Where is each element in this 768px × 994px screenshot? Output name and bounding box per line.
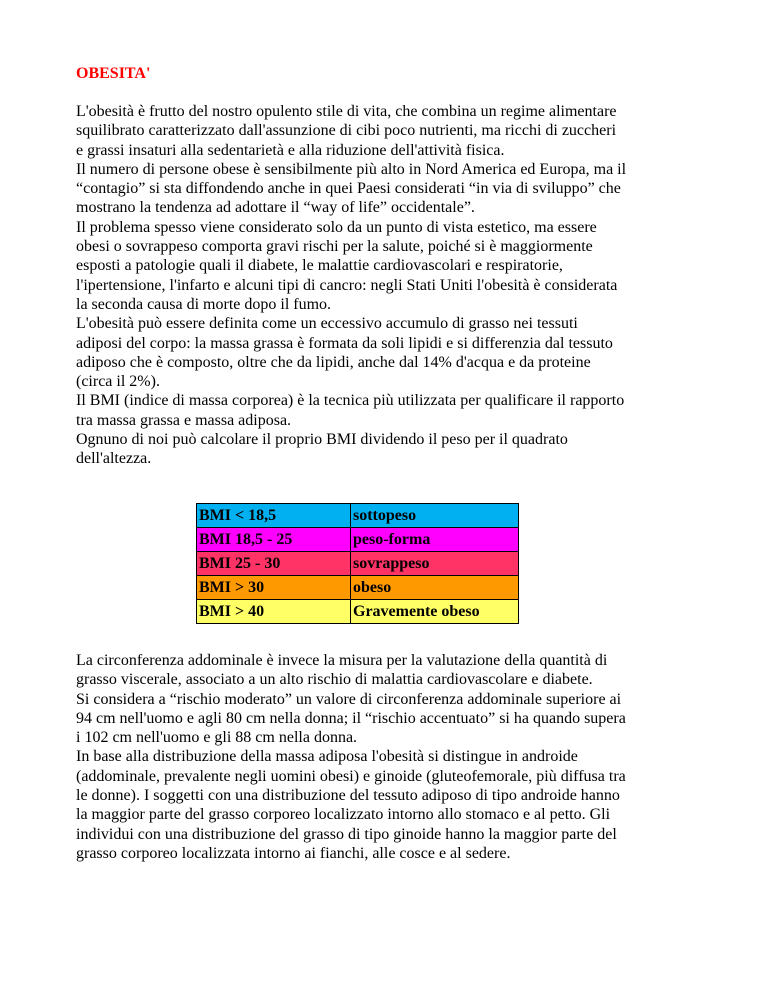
text-line: 94 cm nell'uomo e agli 80 cm nella donna; il “rischio accentuato” si ha quando supera [76,709,626,727]
text-line: le donne). I soggetti con una distribuzione del tessuto adiposo di tipo androide hanno [76,787,620,805]
bmi-table [196,503,519,624]
text-line: In base alla distribuzione della massa adiposa l'obesità si distingue in androide [76,748,578,766]
bmi-category-cell: peso-forma [351,528,519,552]
text-line: Il problema spesso viene considerato solo da un punto di vista estetico, ma essere [76,218,597,236]
bmi-row-underweight [197,504,519,528]
text-line: Il BMI (indice di massa corporea) è la tecnica più utilizzata per qualificare il rapporto [76,392,625,410]
bmi-range-cell: BMI 25 - 30 [197,552,351,576]
text-line: grasso corporeo localizzata intorno ai fianchi, alle cosce e al sedere. [76,844,511,862]
text-line: obesi o sovrappeso comporta gravi rischi per la salute, poiché si è maggiormente [76,238,593,256]
circumference-paragraph [76,651,626,863]
text-line: esposti a patologie quali il diabete, le malattie cardiovascolari e respiratorie, [76,257,563,275]
text-line: i 102 cm nell'uomo e gli 88 cm nella donna. [76,729,358,747]
text-line: l'ipertensione, l'infarto e alcuni tipi di cancro: negli Stati Uniti l'obesità è considerata [76,276,618,294]
bmi-range-cell: BMI < 18,5 [197,504,351,528]
bmi-row-normal [197,528,519,552]
bmi-range-cell: BMI > 40 [197,600,351,624]
text-line: L'obesità può essere definita come un eccessivo accumulo di grasso nei tessuti [76,315,578,333]
text-line: individui con una distribuzione del grasso di tipo ginoide hanno la maggior parte del [76,825,617,843]
bmi-category-cell: sottopeso [351,504,519,528]
intro-paragraph [76,102,716,469]
text-line: squilibrato caratterizzato dall'assunzione di cibi poco nutrienti, ma ricchi di zuccheri [76,122,617,140]
text-line: e grassi insaturi alla sedentarietà e alla riduzione dell'attività fisica. [76,141,505,159]
text-line: Ognuno di noi può calcolare il proprio BMI dividendo il peso per il quadrato [76,431,568,449]
bmi-row-overweight [197,552,519,576]
text-line: dell'altezza. [76,450,152,468]
document-title: OBESITA' [76,65,151,82]
text-line: mostrano la tendenza ad adottare il “way of life” occidentale”. [76,199,475,217]
bmi-category-cell: sovrappeso [351,552,519,576]
text-line: Il numero di persone obese è sensibilmente più alto in Nord America ed Europa, ma il [76,160,627,178]
text-line: (addominale, prevalente negli uomini obesi) e ginoide (gluteofemorale, più diffusa tra [76,767,626,785]
text-line: adiposi del corpo: la massa grassa è formata da soli lipidi e si differenzia dal tessuto [76,334,613,352]
text-line: la maggior parte del grasso corporeo localizzato intorno allo stomaco e al petto. Gli [76,806,611,824]
text-line: grasso viscerale, associato a un alto rischio di malattia cardiovascolare e diabete. [76,671,593,689]
document-page [76,64,716,862]
bmi-range-cell: BMI 18,5 - 25 [197,528,351,552]
text-line: (circa il 2%). [76,373,160,391]
text-line: Si considera a “rischio moderato” un valore di circonferenza addominale superiore ai [76,690,622,708]
bmi-category-cell: obeso [351,576,519,600]
bmi-category-cell: Gravemente obeso [351,600,519,624]
bmi-row-obese [197,576,519,600]
bmi-range-cell: BMI > 30 [197,576,351,600]
text-line: L'obesità è frutto del nostro opulento stile di vita, che combina un regime alimentare [76,103,617,120]
text-line: adiposo che è composto, oltre che da lipidi, anche dal 14% d'acqua e da proteine [76,353,591,371]
text-line: “contagio” si sta diffondendo anche in quei Paesi considerati “in via di sviluppo” che [76,180,621,198]
text-line: La circonferenza addominale è invece la misura per la valutazione della quantità di [76,652,608,669]
bmi-row-severely-obese [197,600,519,624]
text-line: tra massa grassa e massa adiposa. [76,411,292,429]
text-line: la seconda causa di morte dopo il fumo. [76,295,332,313]
